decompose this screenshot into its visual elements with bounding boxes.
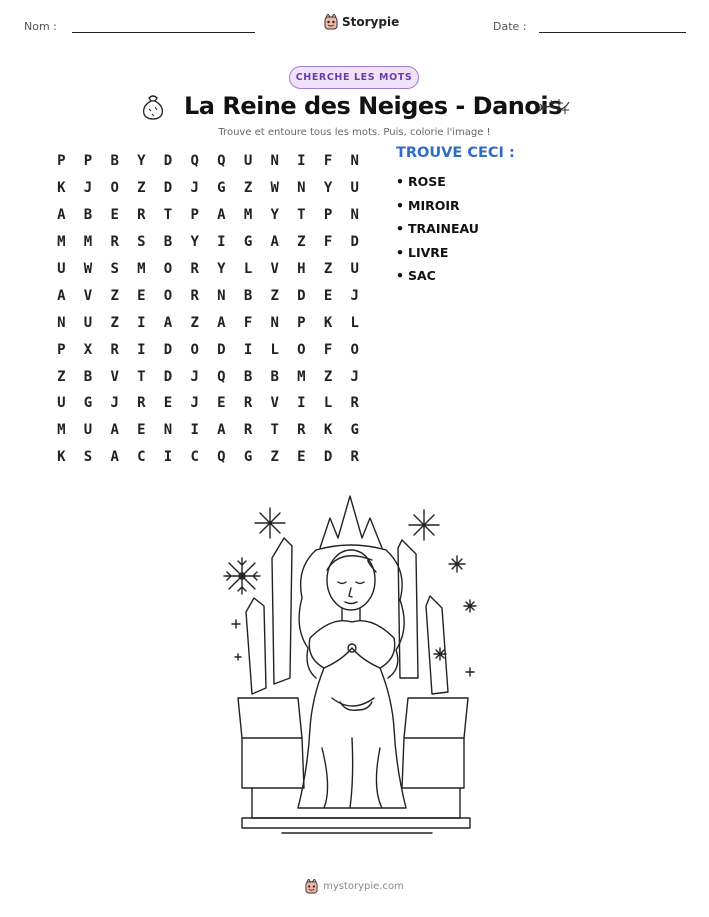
grid-letter[interactable]: Z (297, 234, 306, 251)
grid-letter[interactable]: P (83, 153, 93, 170)
grid-letter[interactable]: Y (217, 261, 226, 277)
grid-letter[interactable]: M (57, 422, 66, 439)
grid-letter[interactable]: I (137, 341, 146, 358)
grid-letter[interactable]: G (83, 395, 93, 412)
grid-letter[interactable]: M (297, 368, 306, 385)
grid-letter[interactable]: O (297, 341, 306, 358)
footer (0, 879, 709, 894)
grid-letter[interactable]: D (163, 180, 173, 197)
grid-letter[interactable]: I (297, 395, 306, 412)
word-list-item (396, 194, 479, 218)
grid-letter[interactable]: D (163, 368, 173, 385)
grid-letter[interactable]: R (137, 207, 146, 224)
bullet: • (396, 244, 404, 260)
grid-letter[interactable]: V (270, 395, 279, 412)
grid-letter[interactable]: K (57, 180, 66, 197)
grid-letter[interactable]: O (110, 180, 119, 197)
word-list-item (396, 241, 479, 265)
grid-row (48, 148, 368, 175)
grid-letter[interactable]: O (163, 287, 173, 304)
grid-row (48, 175, 368, 202)
grid-letter[interactable]: M (83, 234, 93, 251)
grid-letter[interactable]: J (83, 180, 93, 197)
grid-letter[interactable]: H (297, 261, 306, 277)
instructions: Trouve et entoure tous les mots. Puis, colorie l'image ! (218, 127, 491, 138)
grid-row (48, 282, 368, 309)
word-label: LIVRE (408, 244, 449, 260)
grid-letter[interactable]: A (163, 314, 173, 331)
grid-letter[interactable]: N (57, 314, 66, 331)
grid-letter[interactable]: Y (190, 234, 199, 251)
grid-letter[interactable]: S (83, 449, 93, 466)
grid-letter[interactable]: R (350, 449, 359, 466)
grid-letter[interactable]: I (297, 153, 306, 170)
activity-badge: CHERCHE LES MOTS (289, 66, 419, 89)
grid-letter[interactable]: K (323, 422, 333, 439)
grid-letter[interactable]: M (243, 207, 253, 224)
grid-letter[interactable]: N (163, 422, 173, 439)
footer-url[interactable]: mystorypie.com (323, 881, 404, 892)
grid-letter[interactable]: E (110, 207, 119, 224)
grid-letter[interactable]: L (350, 314, 359, 331)
grid-letter[interactable]: R (297, 422, 306, 439)
grid-letter[interactable]: W (270, 180, 279, 197)
grid-letter[interactable]: U (243, 153, 253, 170)
grid-letter[interactable]: X (83, 341, 93, 358)
grid-letter[interactable]: N (297, 180, 306, 197)
grid-letter[interactable]: D (297, 287, 306, 304)
grid-letter[interactable]: D (163, 153, 173, 170)
grid-letter[interactable]: G (243, 449, 253, 466)
grid-letter[interactable]: R (110, 341, 119, 358)
grid-letter[interactable]: I (137, 314, 146, 331)
grid-letter[interactable]: R (243, 395, 253, 412)
grid-row (48, 202, 368, 229)
grid-letter[interactable]: A (217, 207, 226, 224)
grid-letter[interactable]: M (137, 261, 146, 277)
grid-letter[interactable]: P (323, 207, 333, 224)
grid-letter[interactable]: A (217, 422, 226, 439)
date-label: Date : (493, 20, 527, 33)
grid-letter[interactable]: Z (323, 368, 333, 385)
word-list-item (396, 217, 479, 241)
grid-letter[interactable]: G (350, 422, 359, 439)
grid-letter[interactable]: B (163, 234, 173, 251)
grid-letter[interactable]: T (297, 207, 306, 224)
grid-letter[interactable]: Z (190, 314, 199, 331)
grid-letter[interactable]: E (217, 395, 226, 412)
name-label: Nom : (24, 20, 57, 33)
grid-letter[interactable]: N (270, 314, 279, 331)
grid-letter[interactable]: Z (110, 287, 119, 304)
grid-letter[interactable]: I (163, 449, 173, 466)
grid-letter[interactable]: T (137, 368, 146, 385)
grid-letter[interactable]: Y (270, 207, 279, 224)
grid-letter[interactable]: S (137, 234, 146, 251)
grid-letter[interactable]: N (350, 207, 359, 224)
grid-letter[interactable]: I (190, 422, 199, 439)
page-title: La Reine des Neiges - Danois (184, 92, 562, 120)
grid-letter[interactable]: R (137, 395, 146, 412)
grid-letter[interactable]: L (323, 395, 333, 412)
grid-letter[interactable]: R (190, 287, 199, 304)
grid-letter[interactable]: N (270, 153, 279, 170)
grid-letter[interactable]: R (110, 234, 119, 251)
grid-letter[interactable]: R (190, 261, 199, 277)
grid-letter[interactable]: A (57, 287, 66, 304)
grid-letter[interactable]: J (350, 287, 359, 304)
grid-letter[interactable]: Z (243, 180, 253, 197)
grid-letter[interactable]: J (190, 180, 199, 197)
grid-row (48, 309, 368, 336)
grid-letter[interactable]: P (57, 153, 66, 170)
grid-row (48, 390, 368, 417)
grid-letter[interactable]: Z (137, 180, 146, 197)
grid-letter[interactable]: V (83, 287, 93, 304)
grid-letter[interactable]: A (110, 449, 119, 466)
grid-letter[interactable]: B (270, 368, 279, 385)
grid-letter[interactable]: G (243, 234, 253, 251)
word-search-grid (48, 148, 368, 471)
grid-letter[interactable]: E (163, 395, 173, 412)
grid-letter[interactable]: E (137, 287, 146, 304)
grid-letter[interactable]: P (57, 341, 66, 358)
brand-name: Storypie (342, 15, 400, 29)
grid-letter[interactable]: Q (217, 449, 226, 466)
grid-letter[interactable]: U (57, 261, 66, 277)
grid-letter[interactable]: Z (110, 314, 119, 331)
grid-letter[interactable]: F (323, 153, 333, 170)
word-label: ROSE (408, 174, 446, 190)
grid-letter[interactable]: I (217, 234, 226, 251)
word-label: MIROIR (408, 197, 460, 213)
grid-letter[interactable]: K (57, 449, 66, 466)
word-list-title: TROUVE CECI : (396, 145, 515, 161)
sack-icon (140, 92, 166, 120)
grid-letter[interactable]: A (57, 207, 66, 224)
grid-letter[interactable]: V (270, 261, 279, 277)
grid-row (48, 444, 368, 471)
bullet: • (396, 174, 404, 190)
grid-letter[interactable]: J (190, 395, 199, 412)
grid-letter[interactable]: Y (137, 153, 146, 170)
grid-letter[interactable]: E (297, 449, 306, 466)
bullet: • (396, 221, 404, 237)
grid-letter[interactable]: Z (57, 368, 66, 385)
grid-letter[interactable]: D (323, 449, 333, 466)
bullet: • (396, 268, 404, 284)
storypie-logo-icon (324, 14, 338, 30)
grid-letter[interactable]: L (270, 341, 279, 358)
grid-row (48, 256, 368, 283)
grid-letter[interactable]: B (243, 287, 253, 304)
date-line[interactable] (539, 32, 686, 33)
grid-letter[interactable]: F (323, 341, 333, 358)
grid-letter[interactable]: E (323, 287, 333, 304)
grid-letter[interactable]: A (110, 422, 119, 439)
name-line[interactable] (72, 32, 255, 33)
grid-letter[interactable]: O (163, 261, 173, 277)
grid-letter[interactable]: N (217, 287, 226, 304)
sparkle-icon (409, 510, 439, 540)
snowflake-branch-icon (537, 96, 571, 116)
grid-row (48, 336, 368, 363)
grid-letter[interactable]: F (323, 234, 333, 251)
grid-letter[interactable]: P (297, 314, 306, 331)
grid-letter[interactable]: G (217, 180, 226, 197)
grid-letter[interactable]: D (350, 234, 359, 251)
grid-letter[interactable]: L (243, 261, 253, 277)
grid-letter[interactable]: T (163, 207, 173, 224)
grid-letter[interactable]: J (190, 368, 199, 385)
grid-letter[interactable]: C (137, 449, 146, 466)
grid-letter[interactable]: U (350, 180, 359, 197)
grid-letter[interactable]: S (110, 261, 119, 277)
grid-letter[interactable]: M (57, 234, 66, 251)
snow-queen-illustration (212, 488, 502, 848)
grid-letter[interactable]: V (110, 368, 119, 385)
grid-letter[interactable]: B (83, 368, 93, 385)
grid-letter[interactable]: A (270, 234, 279, 251)
word-list-item (396, 170, 479, 194)
grid-letter[interactable]: D (163, 341, 173, 358)
grid-letter[interactable]: D (217, 341, 226, 358)
grid-letter[interactable]: K (323, 314, 333, 331)
bullet: • (396, 197, 404, 213)
grid-letter[interactable]: C (190, 449, 199, 466)
snowflake-icon (224, 558, 260, 594)
grid-letter[interactable]: Z (323, 261, 333, 277)
grid-letter[interactable]: B (243, 368, 253, 385)
grid-letter[interactable]: Q (217, 368, 226, 385)
grid-letter[interactable]: U (350, 261, 359, 277)
grid-letter[interactable]: B (83, 207, 93, 224)
grid-letter[interactable]: J (110, 395, 119, 412)
grid-letter[interactable]: Y (323, 180, 333, 197)
grid-letter[interactable]: F (243, 314, 253, 331)
grid-letter[interactable]: Q (217, 153, 226, 170)
grid-letter[interactable]: I (243, 341, 253, 358)
grid-row (48, 229, 368, 256)
word-list-item (396, 264, 479, 288)
grid-row (48, 417, 368, 444)
grid-letter[interactable]: R (350, 395, 359, 412)
grid-letter[interactable]: A (217, 314, 226, 331)
grid-letter[interactable]: U (57, 395, 66, 412)
grid-letter[interactable]: Z (270, 287, 279, 304)
grid-letter[interactable]: W (83, 261, 93, 277)
word-label: SAC (408, 268, 436, 284)
grid-letter[interactable]: E (137, 422, 146, 439)
grid-letter[interactable]: P (190, 207, 199, 224)
grid-letter[interactable]: Q (190, 153, 199, 170)
grid-letter[interactable]: O (190, 341, 199, 358)
grid-letter[interactable]: B (110, 153, 119, 170)
grid-letter[interactable]: J (350, 368, 359, 385)
grid-letter[interactable]: U (83, 314, 93, 331)
grid-letter[interactable]: Z (270, 449, 279, 466)
grid-letter[interactable]: R (243, 422, 253, 439)
word-label: TRAINEAU (408, 221, 479, 237)
sparkle-icon (255, 508, 285, 538)
grid-letter[interactable]: N (350, 153, 359, 170)
word-list (396, 170, 479, 288)
grid-letter[interactable]: T (270, 422, 279, 439)
grid-row (48, 363, 368, 390)
storypie-logo-icon (305, 879, 318, 894)
grid-letter[interactable]: O (350, 341, 359, 358)
grid-letter[interactable]: U (83, 422, 93, 439)
brand (324, 14, 399, 30)
